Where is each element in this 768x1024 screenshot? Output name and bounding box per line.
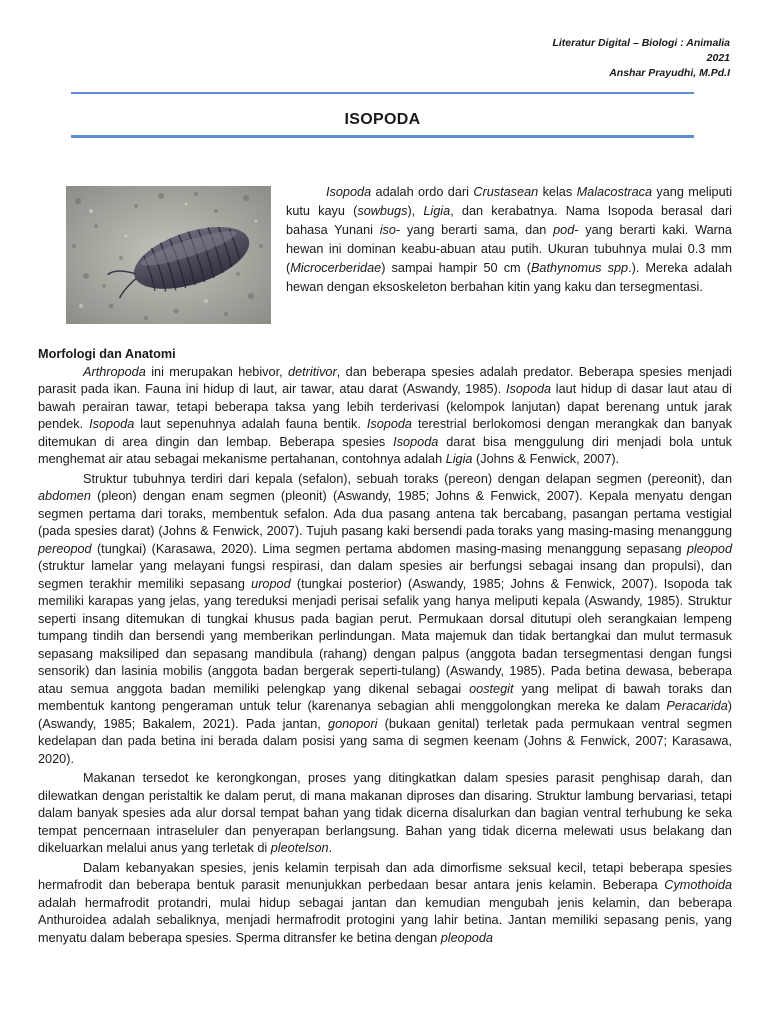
text-run: (tungkai) (Karasawa, 2020). Lima segmen pertama abdomen masing-masing menanggung sepasang [91,541,687,556]
text-run: (pleon) dengan enam segmen (pleonit) (Aswandy, 1985; Johns & Fenwick, 2007). Kepala menyatu dengan segmen pertama dari toraks, membentuk sefalon. Ada dua pasang antena tak bercabang, pasangan pertama vestigial (pada spesies darat) (Johns & Fenwick, 2007). Tujuh pasang kaki bersendi pada toraks yang masing-masing menanggung [38,489,732,538]
article-body [38,346,732,949]
italic-term: Crustasean [473,185,539,199]
italic-term: iso- [379,223,401,237]
italic-term: pleotelson [270,841,329,855]
italic-term: Isopoda [505,382,552,396]
italic-term: Malacostraca [576,185,653,199]
document-header [430,36,730,81]
header-series: Literatur Digital – Biologi : Animalia [552,37,730,49]
text-run: kelas [538,185,577,199]
body-paragraph [38,471,732,769]
body-paragraph [38,364,732,469]
italic-term: pod- [553,223,579,237]
text-run: Struktur tubuhnya terdiri dari kepala (sefalon), sebuah toraks (pereon) dengan delapan segmen (pereonit), dan [83,471,732,486]
text-run: darat bisa menggulung diri menjadi bola untuk menghemat air atau sebagai mekanisme pertahanan, contohnya adalah [38,434,732,466]
italic-term: Cymothoida [664,878,732,892]
text-run: . [328,841,333,855]
text-run: (bukaan genital) terletak pada permukaan ventral segmen kedelapan dan pada betina ini berada dalam posisi yang sama di segmen keenam (Johns & Fenwick, 2007; Karasawa, 2020). [38,716,732,766]
italic-term: abdomen [38,489,91,503]
body-paragraph [38,770,732,858]
italic-term: pereopod [38,541,92,556]
text-run: (Johns & Fenwick, 2007). [472,452,620,466]
text-run: yang melipat di bawah toraks dan membentuk kantong pengeraman untuk telur (karenanya sebagian ahli menggolongkan mereka ke dalam [38,681,732,713]
italic-term: sowbugs [357,204,408,218]
italic-term: Isopoda [366,417,412,431]
text-run: , dan beberapa spesies adalah predator. Beberapa spesies menjadi parasit pada ikan. Fauna ini hidup di laut, air tawar, atau darat (Aswandy, 1985). [38,364,732,396]
text-run: ) sampai hampir 50 cm ( [381,261,531,275]
body-paragraph [38,860,732,948]
text-run: (struktur lamelar yang melayani fungsi respirasi, dan dalam spesies air berfungsi sebagai insang dan propulsi), dan segmen terakhir memiliki sepasang [38,559,732,591]
italic-term: detritivor [288,364,337,379]
section-heading: Morfologi dan Anatomi [38,347,176,361]
text-run: Makanan tersedot ke kerongkongan, proses yang ditingkatkan dalam spesies parasit penghisap darah, dan dilewatkan dengan peristaltik ke dalam perut, di mana makanan diproses dan disaring. Struktur lambung bervariasi, tetapi dalam banyak spesies ada alur dorsal tempat bahan yang tidak dicerna disalurkan dan bagian ventral terhubung ke seka tempat pencernaan intraseluler dan penyerapan berlangsung. Bahan yang tidak dicerna melewati usus belakang dan dikeluarkan melalui anus yang terletak di [38,771,732,855]
text-run: ) (Aswandy, 1985; Bakalem, 2021). Pada jantan, [38,699,732,731]
text-run: ), [407,204,424,218]
italic-term: pleopoda [440,930,493,945]
text-run: .). Mereka adalah hewan dengan eksoskeleton berbahan kitin yang kaku dan tersegmentasi. [286,261,733,294]
italic-term: Isopoda [393,434,439,449]
italic-term: Ligia [423,204,451,218]
italic-term: Isopoda [326,185,372,199]
italic-term: pleopod [686,541,732,556]
page-title: ISOPODA [344,111,421,128]
intro-paragraph [286,183,732,297]
italic-term: Isopoda [89,417,135,431]
text-run: adalah ordo dari [371,185,474,199]
isopod-illustration [66,186,271,324]
italic-term: oostegit [469,681,514,696]
text-run: laut hidup di dasar laut atau di bawah perairan tawar, tetapi beberapa taksa yang lebih terderivasi (kelompok lanjutan) dapat berenang untuk jarak pendek. [38,382,732,431]
italic-term: Arthropoda [83,364,146,379]
text-run: (tungkai posterior) (Aswandy, 1985; Johns & Fenwick, 2007). Isopoda tak memiliki karapas yang jelas, yang tereduksi menjadi perisai sefalik yang hanya meliputi kepala (Aswandy, 1985). Struktur seperti insang ditemukan di tungkai khusus pada bagian perut. Permukaan dorsal ditutupi oleh serangkaian lempeng tumpang tindih dan bersendi yang memberikan perlindungan. Mata majemuk dan tidak bertangkai dan mulut termasuk sepasang maksiliped dan sepasang mandibula (rahang) dengan palpus (anggota badan tersegmentasi dengan fungsi sensorik) dan lasinia mobilis (anggota badan bergerak seperti-tulang) (Aswandy, 1985). Pada betina dewasa, beberapa atau semua anggota badan memiliki pelengkap yang dikenal sebagai [38,576,732,696]
italic-term: Peracarida [666,699,728,713]
text-run: ini merupakan hebivor, [145,364,289,379]
isopod-photo [66,186,271,324]
text-run: adalah hermafrodit protandri, mulai hidup sebagai jantan dan kemudian mengubah jenis kelamin, dan beberapa Anthuroidea adalah sebaliknya, menjadi hermafrodit protogini yang lahir betina. Jantan memiliki sepasang penis, yang menyatu dalam beberapa spesies. Sperma ditransfer ke betina dengan [38,895,732,945]
italic-term: Microcerberidae [290,261,382,275]
intro-text [286,183,732,297]
header-year: 2021 [706,52,730,64]
italic-term: Bathynomus spp [530,261,629,275]
text-run: Dalam kebanyakan spesies, jenis kelamin terpisah dan ada dimorfisme seksual kecil, tetapi beberapa spesies hermafrodit dan beberapa bentuk parasit menunjukkan perbedaan besar antara jenis kelamin. Beberapa [38,860,732,892]
header-author: Anshar Prayudhi, M.Pd.I [609,67,730,79]
title-rule-bottom [71,135,694,138]
text-run: yang meliputi kutu kayu ( [286,185,733,218]
title-rule-top [71,92,694,94]
italic-term: Ligia [445,452,473,466]
text-run: yang berarti sama, dan [400,223,554,237]
text-run: laut sepenuhnya adalah fauna bentik. [134,417,367,431]
italic-term: gonopori [328,716,378,731]
text-run: , dan kerabatnya. Nama Isopoda berasal dari bahasa Yunani [286,204,732,237]
text-run: yang berarti kaki. Warna hewan ini dominan keabu-abuan atau putih. Ukuran tubuhnya mulai 0.3 mm ( [286,223,732,275]
italic-term: uropod [251,576,291,591]
text-run: terestrial berlokomosi dengan merangkak dan banyak ditemukan di area dingin dan lembap. Beberapa spesies [38,417,732,449]
